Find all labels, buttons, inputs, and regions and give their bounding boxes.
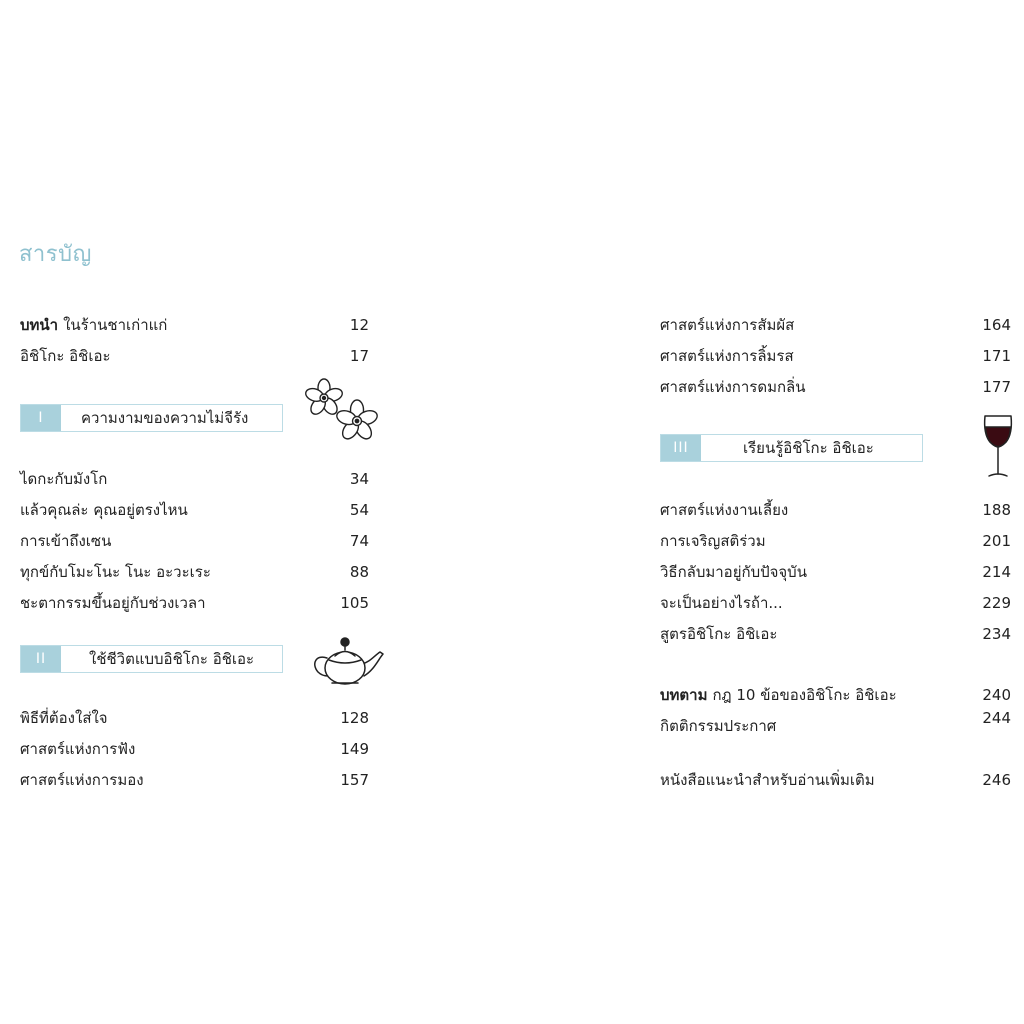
toc-entry [20,560,369,584]
section-header-3 [660,434,923,462]
toc-entry-title: ศาสตร์แห่งการสัมผัส [660,316,795,334]
page-title: สารบัญ [19,242,92,267]
toc-entry-page: 149 [340,740,369,758]
toc-entry-page: 246 [982,771,1011,789]
toc-entry [20,768,369,792]
toc-entry-page: 188 [982,501,1011,519]
toc-entry-epilogue [660,683,1011,707]
toc-entry [20,706,369,730]
toc-entry-page: 17 [349,347,369,365]
toc-entry-intro [20,313,369,337]
toc-entry-title: ในร้านชาเก่าแก่ [63,316,168,334]
toc-entry-title: ศาสตร์แห่งการฟัง [20,740,136,758]
toc-entry-page: 214 [982,563,1011,581]
section-header-2 [20,645,283,673]
toc-entry [660,375,1011,399]
toc-entry-title: อิชิโกะ อิชิเอะ [20,347,111,365]
toc-entry [660,498,1011,522]
toc-entry-further-reading [660,768,1011,792]
toc-entry-page: 229 [982,594,1011,612]
toc-entry-title: วิธีกลับมาอยู่กับปัจจุบัน [660,563,807,581]
toc-entry [20,737,369,761]
toc-entry-page: 34 [349,470,369,488]
toc-entry-acknowledgements [660,706,1011,746]
toc-entry-title: ศาสตร์แห่งการมอง [20,771,144,789]
toc-entry-label [660,683,897,707]
toc-entry-title: ชะตากรรมขึ้นอยู่กับช่วงเวลา [20,594,206,612]
toc-entry-page: 88 [349,563,369,581]
toc-entry-page: 157 [340,771,369,789]
toc-entry-page: 12 [349,316,369,334]
section-number: I [21,405,61,431]
toc-entry-page: 177 [982,378,1011,396]
flowers-icon [302,376,382,442]
toc-entry [660,560,1011,584]
toc-entry [660,313,1011,337]
toc-entry [20,529,369,553]
section-title: ใช้ชีวิตแบบอิชิโกะ อิชิเอะ [89,650,255,668]
toc-entry-label [20,313,167,337]
toc-entry-page: 201 [982,532,1011,550]
wine-glass-icon [980,412,1016,484]
section-number: II [21,646,61,672]
toc-entry-title: แล้วคุณล่ะ คุณอยู่ตรงไหน [20,501,188,519]
section-title: เรียนรู้อิชิโกะ อิชิเอะ [743,439,874,457]
toc-entry [20,498,369,522]
toc-entry-title: ไดกะกับมังโก [20,470,108,488]
toc-entry-page: 234 [982,625,1011,643]
toc-entry-page: 164 [982,316,1011,334]
toc-entry [20,591,369,615]
toc-entry-title: การเข้าถึงเซน [20,532,112,550]
toc-entry-page: 240 [982,686,1011,704]
toc-entry-title: พิธีที่ต้องใส่ใจ [20,709,108,727]
toc-entry-lead: บทตาม [660,686,708,704]
toc-entry-page: 105 [340,594,369,612]
teapot-icon [308,630,388,688]
toc-entry-page: 74 [349,532,369,550]
toc-entry-title: ศาสตร์แห่งการลิ้มรส [660,347,794,365]
toc-entry-page: 54 [349,501,369,519]
section-header-1 [20,404,283,432]
toc-entry-title: ศาสตร์แห่งงานเลี้ยง [660,501,789,519]
toc-entry-title: จะเป็นอย่างไรถ้า... [660,594,783,612]
toc-entry-page: 128 [340,709,369,727]
toc-entry [660,529,1011,553]
toc-entry-title: กิตติกรรมประกาศ [660,717,777,735]
toc-entry-title: การเจริญสติร่วม [660,532,766,550]
toc-entry-title: ศาสตร์แห่งการดมกลิ่น [660,378,806,396]
toc-entry-title: ทุกข์กับโมะโนะ โนะ อะวะเระ [20,563,211,581]
toc-entry-page: 244 [982,709,1011,727]
toc-entry-title: สูตรอิชิโกะ อิชิเอะ [660,625,778,643]
toc-entry [660,591,1011,615]
section-number: III [661,435,701,461]
toc-entry [20,344,369,368]
toc-entry [20,467,369,491]
toc-entry-title: หนังสือแนะนำสำหรับอ่านเพิ่มเติม [660,771,875,789]
section-title: ความงามของความไม่จีรัง [81,409,249,427]
toc-entry [660,622,1011,646]
toc-entry [660,344,1011,368]
toc-entry-title: กฎ 10 ข้อของอิชิโกะ อิชิเอะ [712,686,897,704]
toc-entry-page: 171 [982,347,1011,365]
toc-entry-lead: บทนำ [20,316,59,334]
